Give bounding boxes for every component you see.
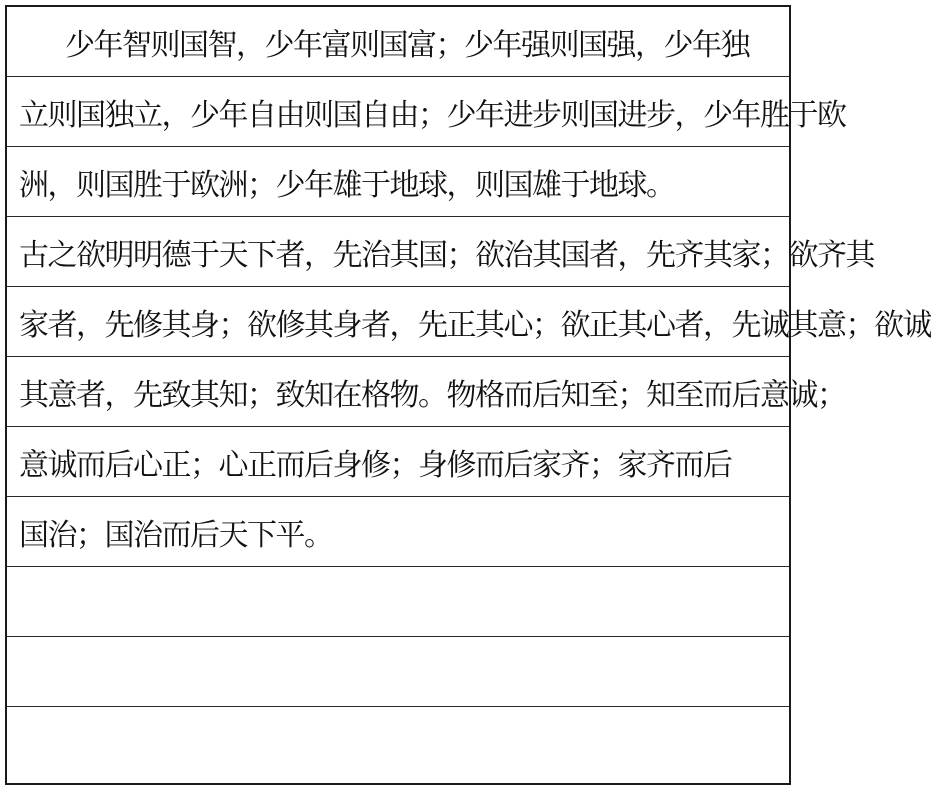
ruled-line-5 (7, 287, 931, 357)
handwritten-text-line: 其意者，先致其知；致知在格物。物格而后知至；知至而后意诚； (19, 378, 846, 413)
handwritten-text-line: 家者，先修其身；欲修其身者，先正其心；欲正其心者，先诚其意；欲诚 (19, 308, 931, 343)
ruled-line-8 (7, 497, 789, 567)
handwritten-text-line: 古之欲明明德于天下者，先治其国；欲治其国者，先齐其家；欲齐其 (19, 238, 874, 273)
handwritten-text-line: 意诚而后心正；心正而后身修；身修而后家齐；家齐而后 (19, 448, 732, 483)
handwritten-text-line: 洲，则国胜于欧洲；少年雄于地球，则国雄于地球。 (19, 168, 675, 203)
ruled-line-1 (7, 7, 789, 77)
ruled-line-3 (7, 147, 789, 217)
lined-paper-sheet (5, 5, 931, 785)
handwritten-text-line: 国治；国治而后天下平。 (19, 518, 333, 553)
ruled-line-10 (7, 637, 789, 707)
ruled-line-11 (7, 707, 789, 777)
ruled-line-6 (7, 357, 846, 427)
handwritten-text-line: 立则国独立，少年自由则国自由；少年进步则国进步，少年胜于欧 (19, 98, 846, 133)
ruled-line-4 (7, 217, 874, 287)
ruled-line-7 (7, 427, 789, 497)
ruled-line-2 (7, 77, 846, 147)
handwritten-text-line: 少年智则国智，少年富则国富；少年强则国强，少年独 (65, 28, 749, 63)
ruled-line-9 (7, 567, 789, 637)
